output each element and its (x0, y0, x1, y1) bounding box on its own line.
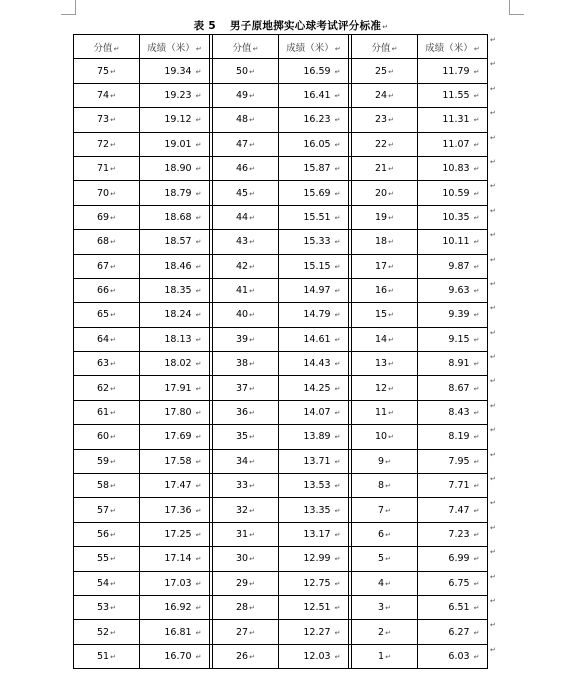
score-table (73, 34, 488, 669)
score-cell: 1↵ (352, 644, 418, 668)
score-cell: 33↵ (213, 474, 279, 498)
table-row (74, 205, 488, 229)
table-row (74, 327, 488, 351)
score-cell: 39↵ (213, 327, 279, 351)
row-end-mark-icon: ↵ (490, 548, 496, 557)
result-cell: 8.91 ↵ (418, 352, 488, 376)
result-cell: 18.68 ↵ (140, 205, 210, 229)
result-cell: 10.35 ↵ (418, 205, 488, 229)
score-cell: 50↵ (213, 59, 279, 83)
result-cell: 16.23 ↵ (279, 108, 349, 132)
result-cell: 9.39 ↵ (418, 303, 488, 327)
score-cell: 57↵ (74, 498, 140, 522)
score-cell: 37↵ (213, 376, 279, 400)
score-cell: 12↵ (352, 376, 418, 400)
score-cell: 48↵ (213, 108, 279, 132)
result-cell: 6.03 ↵ (418, 644, 488, 668)
score-cell: 26↵ (213, 644, 279, 668)
score-cell: 46↵ (213, 156, 279, 180)
score-cell: 34↵ (213, 449, 279, 473)
result-cell: 14.25 ↵ (279, 376, 349, 400)
table-row (74, 83, 488, 107)
header-result-2: 成绩（米）↵ (279, 35, 349, 59)
result-cell: 18.90 ↵ (140, 156, 210, 180)
result-cell: 12.51 ↵ (279, 595, 349, 619)
result-cell: 10.11 ↵ (418, 230, 488, 254)
result-cell: 17.91 ↵ (140, 376, 210, 400)
result-cell: 19.12 ↵ (140, 108, 210, 132)
score-cell: 10↵ (352, 425, 418, 449)
result-cell: 10.83 ↵ (418, 156, 488, 180)
score-cell: 24↵ (352, 83, 418, 107)
score-cell: 11↵ (352, 400, 418, 424)
result-cell: 18.57 ↵ (140, 230, 210, 254)
table-row (74, 595, 488, 619)
result-cell: 12.99 ↵ (279, 547, 349, 571)
result-cell: 14.07 ↵ (279, 400, 349, 424)
result-cell: 7.95 ↵ (418, 449, 488, 473)
score-cell: 35↵ (213, 425, 279, 449)
row-end-mark-icon: ↵ (490, 426, 496, 435)
paragraph-mark-icon: ↵ (382, 23, 389, 31)
score-cell: 9↵ (352, 449, 418, 473)
score-cell: 18↵ (352, 230, 418, 254)
table-row (74, 376, 488, 400)
table-row (74, 425, 488, 449)
score-cell: 15↵ (352, 303, 418, 327)
row-end-mark-icon: ↵ (490, 133, 496, 142)
score-cell: 73↵ (74, 108, 140, 132)
score-cell: 42↵ (213, 254, 279, 278)
result-cell: 6.51 ↵ (418, 595, 488, 619)
score-cell: 44↵ (213, 205, 279, 229)
result-cell: 16.92 ↵ (140, 595, 210, 619)
result-cell: 9.15 ↵ (418, 327, 488, 351)
result-cell: 9.87 ↵ (418, 254, 488, 278)
result-cell: 18.13 ↵ (140, 327, 210, 351)
table-row (74, 571, 488, 595)
score-cell: 8↵ (352, 474, 418, 498)
score-cell: 74↵ (74, 83, 140, 107)
score-cell: 69↵ (74, 205, 140, 229)
result-cell: 17.25 ↵ (140, 522, 210, 546)
score-cell: 23↵ (352, 108, 418, 132)
header-score-3: 分值↵ (352, 35, 418, 59)
table-row (74, 254, 488, 278)
result-cell: 19.23 ↵ (140, 83, 210, 107)
result-cell: 11.31 ↵ (418, 108, 488, 132)
row-end-mark-icon: ↵ (490, 353, 496, 362)
score-cell: 4↵ (352, 571, 418, 595)
score-cell: 3↵ (352, 595, 418, 619)
table-row (74, 303, 488, 327)
score-cell: 6↵ (352, 522, 418, 546)
header-score-2: 分值↵ (213, 35, 279, 59)
result-cell: 11.07 ↵ (418, 132, 488, 156)
result-cell: 13.35 ↵ (279, 498, 349, 522)
result-cell: 18.02 ↵ (140, 352, 210, 376)
score-cell: 17↵ (352, 254, 418, 278)
score-cell: 14↵ (352, 327, 418, 351)
result-cell: 15.33 ↵ (279, 230, 349, 254)
score-cell: 16↵ (352, 278, 418, 302)
result-cell: 10.59 ↵ (418, 181, 488, 205)
score-cell: 58↵ (74, 474, 140, 498)
score-cell: 47↵ (213, 132, 279, 156)
score-cell: 67↵ (74, 254, 140, 278)
score-cell: 27↵ (213, 620, 279, 644)
result-cell: 13.89 ↵ (279, 425, 349, 449)
result-cell: 16.59 ↵ (279, 59, 349, 83)
result-cell: 6.99 ↵ (418, 547, 488, 571)
score-cell: 62↵ (74, 376, 140, 400)
result-cell: 12.75 ↵ (279, 571, 349, 595)
row-end-mark-icon: ↵ (490, 84, 496, 93)
result-cell: 6.75 ↵ (418, 571, 488, 595)
result-cell: 7.47 ↵ (418, 498, 488, 522)
result-cell: 9.63 ↵ (418, 278, 488, 302)
row-end-mark-icon: ↵ (490, 231, 496, 240)
score-cell: 54↵ (74, 571, 140, 595)
table-row (74, 132, 488, 156)
row-end-mark-icon: ↵ (490, 450, 496, 459)
row-end-mark-icon: ↵ (490, 182, 496, 191)
row-end-mark-icon: ↵ (490, 279, 496, 288)
row-end-mark-icon: ↵ (490, 60, 496, 69)
table-row (74, 278, 488, 302)
row-end-mark-icon: ↵ (490, 645, 496, 654)
score-cell: 5↵ (352, 547, 418, 571)
score-cell: 64↵ (74, 327, 140, 351)
result-cell: 14.97 ↵ (279, 278, 349, 302)
table-row (74, 522, 488, 546)
result-cell: 14.43 ↵ (279, 352, 349, 376)
table-row (74, 230, 488, 254)
table-row (74, 620, 488, 644)
result-cell: 7.23 ↵ (418, 522, 488, 546)
score-cell: 72↵ (74, 132, 140, 156)
score-cell: 45↵ (213, 181, 279, 205)
row-end-mark-icon: ↵ (490, 621, 496, 630)
result-cell: 17.36 ↵ (140, 498, 210, 522)
score-cell: 53↵ (74, 595, 140, 619)
result-cell: 8.67 ↵ (418, 376, 488, 400)
result-cell: 6.27 ↵ (418, 620, 488, 644)
score-cell: 31↵ (213, 522, 279, 546)
result-cell: 12.03 ↵ (279, 644, 349, 668)
result-cell: 15.51 ↵ (279, 205, 349, 229)
score-cell: 40↵ (213, 303, 279, 327)
row-end-mark-icon: ↵ (490, 377, 496, 386)
row-end-mark-icon: ↵ (490, 36, 496, 44)
table-row (74, 498, 488, 522)
score-cell: 61↵ (74, 400, 140, 424)
result-cell: 17.03 ↵ (140, 571, 210, 595)
result-cell: 11.79 ↵ (418, 59, 488, 83)
score-cell: 20↵ (352, 181, 418, 205)
row-end-mark-icon: ↵ (490, 523, 496, 532)
result-cell: 13.71 ↵ (279, 449, 349, 473)
row-end-mark-icon: ↵ (490, 255, 496, 264)
row-end-mark-icon: ↵ (490, 475, 496, 484)
result-cell: 17.14 ↵ (140, 547, 210, 571)
score-cell: 41↵ (213, 278, 279, 302)
score-cell: 36↵ (213, 400, 279, 424)
table-row (74, 156, 488, 180)
result-cell: 18.46 ↵ (140, 254, 210, 278)
table-row (74, 644, 488, 668)
row-end-marks (490, 34, 498, 668)
header-result-1: 成绩（米）↵ (140, 35, 210, 59)
score-cell: 55↵ (74, 547, 140, 571)
row-end-mark-icon: ↵ (490, 206, 496, 215)
result-cell: 17.69 ↵ (140, 425, 210, 449)
score-cell: 29↵ (213, 571, 279, 595)
score-cell: 70↵ (74, 181, 140, 205)
row-end-mark-icon: ↵ (490, 157, 496, 166)
header-result-3: 成绩（米）↵ (418, 35, 488, 59)
result-cell: 15.15 ↵ (279, 254, 349, 278)
result-cell: 18.24 ↵ (140, 303, 210, 327)
score-cell: 75↵ (74, 59, 140, 83)
result-cell: 16.41 ↵ (279, 83, 349, 107)
result-cell: 8.19 ↵ (418, 425, 488, 449)
score-cell: 51↵ (74, 644, 140, 668)
score-cell: 28↵ (213, 595, 279, 619)
row-end-mark-icon: ↵ (490, 499, 496, 508)
result-cell: 17.47 ↵ (140, 474, 210, 498)
table-row (74, 400, 488, 424)
row-end-mark-icon: ↵ (490, 328, 496, 337)
table-row (74, 547, 488, 571)
row-end-mark-icon: ↵ (490, 304, 496, 313)
table-row (74, 352, 488, 376)
table-row (74, 474, 488, 498)
score-cell: 59↵ (74, 449, 140, 473)
table-caption (0, 18, 582, 33)
score-cell: 52↵ (74, 620, 140, 644)
score-cell: 25↵ (352, 59, 418, 83)
score-cell: 63↵ (74, 352, 140, 376)
score-cell: 7↵ (352, 498, 418, 522)
score-cell: 43↵ (213, 230, 279, 254)
result-cell: 14.79 ↵ (279, 303, 349, 327)
score-cell: 56↵ (74, 522, 140, 546)
table-caption-label: 表 5 (193, 20, 216, 32)
result-cell: 11.55 ↵ (418, 83, 488, 107)
row-end-mark-icon: ↵ (490, 109, 496, 118)
table-row (74, 108, 488, 132)
score-cell: 2↵ (352, 620, 418, 644)
result-cell: 13.53 ↵ (279, 474, 349, 498)
result-cell: 13.17 ↵ (279, 522, 349, 546)
score-cell: 38↵ (213, 352, 279, 376)
result-cell: 18.79 ↵ (140, 181, 210, 205)
score-cell: 66↵ (74, 278, 140, 302)
table-caption-text: 男子原地掷实心球考试评分标准 (230, 20, 382, 32)
result-cell: 15.69 ↵ (279, 181, 349, 205)
table-row (74, 449, 488, 473)
result-cell: 17.58 ↵ (140, 449, 210, 473)
table-row (74, 59, 488, 83)
result-cell: 19.34 ↵ (140, 59, 210, 83)
score-cell: 60↵ (74, 425, 140, 449)
score-cell: 71↵ (74, 156, 140, 180)
score-cell: 21↵ (352, 156, 418, 180)
score-cell: 65↵ (74, 303, 140, 327)
row-end-mark-icon: ↵ (490, 596, 496, 605)
result-cell: 16.81 ↵ (140, 620, 210, 644)
result-cell: 15.87 ↵ (279, 156, 349, 180)
result-cell: 19.01 ↵ (140, 132, 210, 156)
row-end-mark-icon: ↵ (490, 572, 496, 581)
header-score-1: 分值↵ (74, 35, 140, 59)
score-cell: 68↵ (74, 230, 140, 254)
table-row (74, 181, 488, 205)
score-cell: 19↵ (352, 205, 418, 229)
result-cell: 16.05 ↵ (279, 132, 349, 156)
score-cell: 22↵ (352, 132, 418, 156)
score-cell: 32↵ (213, 498, 279, 522)
page-corner-mark-left (61, 0, 76, 15)
score-cell: 49↵ (213, 83, 279, 107)
score-cell: 13↵ (352, 352, 418, 376)
page-corner-mark-right (509, 0, 524, 15)
result-cell: 18.35 ↵ (140, 278, 210, 302)
table-header-row (74, 35, 488, 59)
result-cell: 17.80 ↵ (140, 400, 210, 424)
row-end-mark-icon: ↵ (490, 401, 496, 410)
score-cell: 30↵ (213, 547, 279, 571)
result-cell: 12.27 ↵ (279, 620, 349, 644)
result-cell: 16.70 ↵ (140, 644, 210, 668)
result-cell: 14.61 ↵ (279, 327, 349, 351)
result-cell: 7.71 ↵ (418, 474, 488, 498)
result-cell: 8.43 ↵ (418, 400, 488, 424)
